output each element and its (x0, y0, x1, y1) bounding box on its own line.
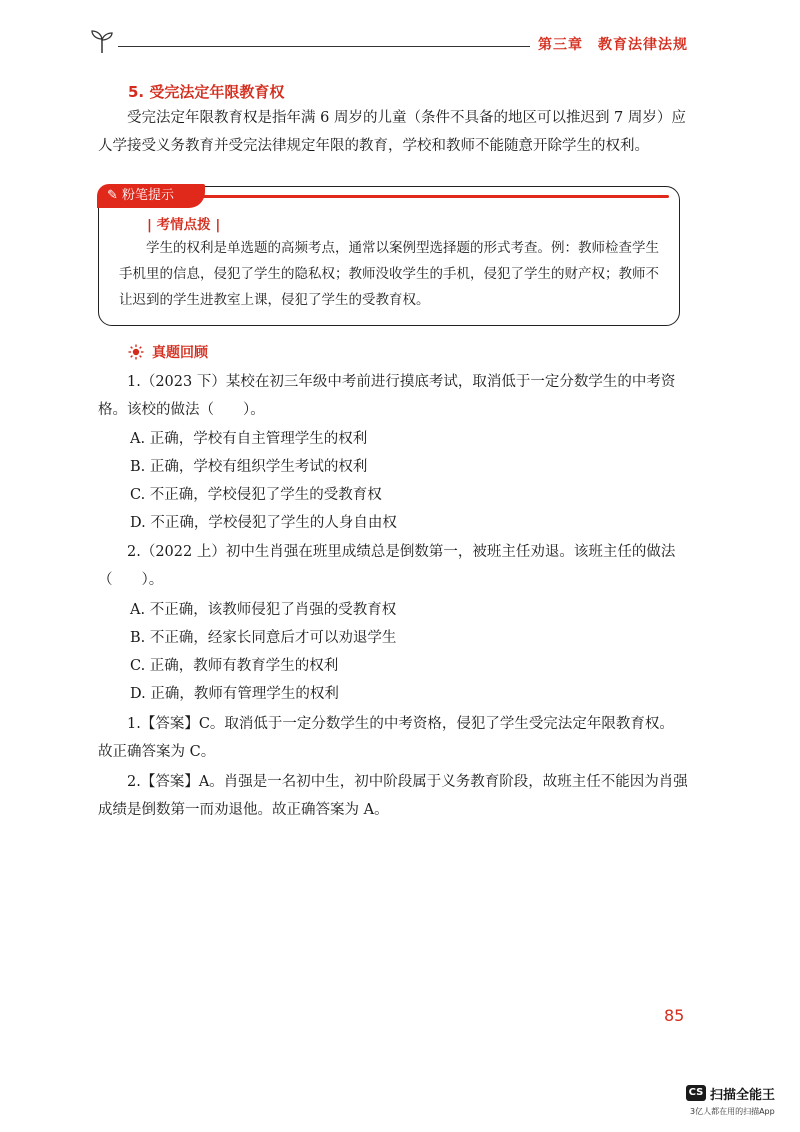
question-2-option-d: D. 正确，教师有管理学生的权利 (130, 686, 339, 702)
sprout-icon (88, 28, 116, 54)
page-number: 85 (664, 1006, 685, 1025)
tip-box (98, 186, 680, 326)
pencil-icon: ✎ (107, 188, 118, 203)
answer-1: 1.【答案】C。取消低于一定分数学生的中考资格，侵犯了学生受完法定年限教育权。故正确答案为 C。 (98, 716, 674, 760)
camscanner-title: 扫描全能王 (710, 1088, 776, 1103)
tip-tab (97, 184, 205, 208)
question-2-option-c: C. 正确，教师有教育学生的权利 (130, 658, 339, 674)
tip-tab-rule (199, 195, 669, 198)
question-1-stem: 1.（2023 下）某校在初三年级中考前进行摸底考试，取消低于一定分数学生的中考资格。该校的做法（ ）。 (98, 374, 676, 418)
review-heading (128, 342, 208, 362)
page-header (88, 28, 688, 58)
header-rule (118, 46, 530, 47)
question-2-stem: 2.（2022 上）初中生肖强在班里成绩总是倒数第一，被班主任劝退。该班主任的做法（ ）。 (98, 544, 676, 588)
question-1-option-b: B. 正确，学校有组织学生考试的权利 (130, 459, 368, 475)
section-title: 5. 受完法定年限教育权 (128, 83, 285, 101)
tip-tab-label: 粉笔提示 (122, 188, 175, 203)
chapter-title: 第三章 教育法律法规 (538, 37, 688, 53)
camscanner-logo: CS (686, 1085, 706, 1101)
tip-subtitle: | 考情点拨 | (147, 217, 221, 233)
section-body: 受完法定年限教育权是指年满 6 周岁的儿童（条件不具备的地区可以推迟到 7 周岁）应人学接受义务教育并受完法律规定年限的教育，学校和教师不能随意开除学生的权利。 (98, 110, 686, 154)
camscanner-subtitle: 3亿人都在用的扫描App (690, 1107, 775, 1116)
sun-icon (128, 344, 144, 360)
answer-2: 2.【答案】A。肖强是一名初中生，初中阶段属于义务教育阶段，故班主任不能因为肖强成绩是倒数第一而劝退他。故正确答案为 A。 (98, 774, 688, 818)
question-1-option-c: C. 不正确，学校侵犯了学生的受教育权 (130, 487, 382, 503)
review-title: 真题回顾 (152, 345, 208, 361)
tip-body: 学生的权利是单选题的高频考点，通常以案例型选择题的形式考查。例：教师检查学生手机里的信息，侵犯了学生的隐私权；教师没收学生的手机，侵犯了学生的财产权；教师不让迟到的学生进教室上课，侵犯了学生的受教育权。 (119, 240, 659, 308)
question-1-option-a: A. 正确，学校有自主管理学生的权利 (130, 431, 368, 447)
question-1-option-d: D. 不正确，学校侵犯了学生的人身自由权 (130, 515, 397, 531)
question-2-option-a: A. 不正确，该教师侵犯了肖强的受教育权 (130, 602, 397, 618)
question-2-option-b: B. 不正确，经家长同意后才可以劝退学生 (130, 630, 397, 646)
